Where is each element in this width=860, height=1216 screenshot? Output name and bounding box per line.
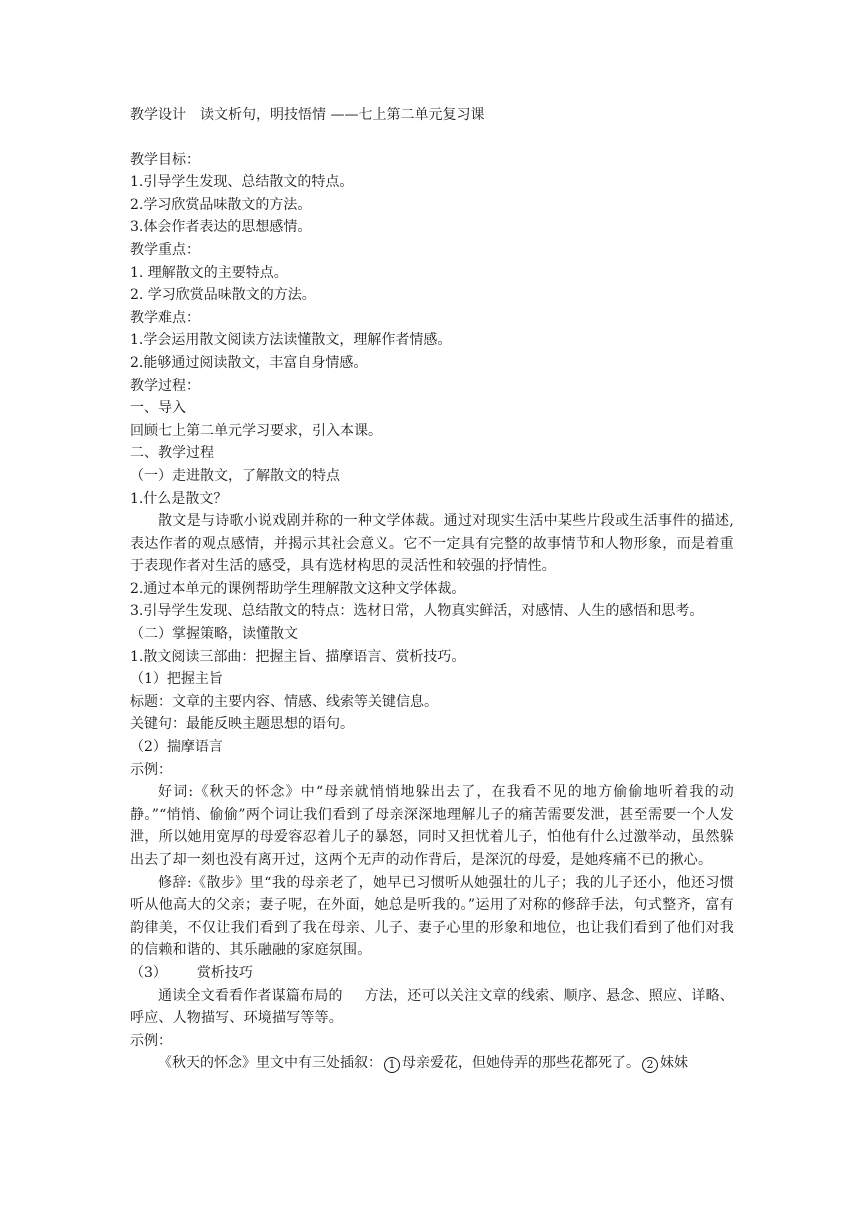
intro-text: 回顾七上第二单元学习要求，引入本课。 (130, 422, 382, 439)
part2-heading: （二）掌握策略，读懂散文 (130, 626, 298, 643)
key-point-item: 2. 学习欣赏品味散文的方法。 (130, 287, 316, 304)
rhetoric-example-paragraph: 修辞:《散步》里“我的母亲老了，她早已习惯听从她强壮的儿子；我的儿子还小，他还习惯听从他高大的父亲；妻子呢，在外面，她总是听我的。”运用了对称的修辞手法，句式整齐，富有韵律美，不仅让我们看到了我在母亲、儿子、妻子心里的形象和地位，也让我们看到了他们对我的信赖和谐的、其乐融融的家庭氛围。 (130, 874, 734, 959)
circled-number: 1 (384, 1057, 400, 1073)
title-line: 标题：文章的主要内容、情感、线索等关键信息。 (130, 693, 438, 710)
example-label: 示例： (130, 761, 172, 778)
reading-trilogy: 1.散文阅读三部曲：把握主旨、描摩语言、赏析技巧。 (130, 648, 466, 665)
difficult-points-heading: 教学难点： (130, 309, 200, 326)
difficult-point-item: 1.学会运用散文阅读方法读懂散文，理解作者情感。 (130, 332, 452, 349)
prose-definition: 散文是与诗歌小说戏剧并称的一种文学体裁。通过对现实生活中某些片段或生活事件的描述,表达作者的观点感情，并揭示其社会意义。它不一定具有完整的故事情节和人物形象，而是着重于表现作者对生活的感受，具有选材构思的灵活性和较强的抒情性。 (130, 513, 734, 575)
skills-text-part: 方法，还可以关注文章的线索、顺序、悬念、照应、详略、呼应、人物描写、环境描写等等。 (130, 987, 734, 1027)
skills-text-part: 通读全文看看作者谋篇布局的 (158, 987, 343, 1004)
item-3: 3.引导学生发现、总结散文的特点：选材日常，人物真实鲜活，对感情、人生的感悟和思考。 (130, 603, 704, 620)
last-text-part: 母亲爱花，但她侍弄的那些花都死了。 (402, 1055, 640, 1072)
last-example-line (130, 1052, 734, 1075)
sub-heading-theme: （1）把握主旨 (130, 671, 223, 688)
skills-paragraph (130, 985, 734, 1030)
sub-heading-text: 赏析技巧 (196, 964, 253, 981)
sub-heading-number: （3） (130, 964, 167, 981)
key-sentence-line: 关键句：最能反映主题思想的语句。 (130, 716, 354, 733)
key-points-heading: 教学重点： (130, 241, 200, 258)
last-text-part: 《秋天的怀念》里文中有三处插叙： (158, 1055, 382, 1072)
key-point-item: 1. 理解散文的主要特点。 (130, 264, 288, 281)
word-example-paragraph: 好词:《秋天的怀念》中“母亲就悄悄地躲出去了，在我看不见的地方偷偷地听着我的动静。”“悄悄、偷偷”两个词让我们看到了母亲深深地理解儿子的痛苦需要发泄，甚至需要一个人发泄，所以她用宽厚的母爱容忍着儿子的暴怒，同时又担忧着儿子，怕他有什么过激举动，虽然躲出去了却一刻也没有离开过，这两个无声的动作背后，是深沉的母爱，是她疼痛不已的揪心。 (130, 784, 734, 868)
goal-item: 3.体会作者表达的思想感情。 (130, 219, 312, 236)
document-title: 教学设计 读文析句，明技悟情 ——七上第二单元复习课 (130, 107, 485, 123)
difficult-point-item: 2.能够通过阅读散文，丰富自身情感。 (130, 354, 368, 371)
sub-heading-skills (130, 962, 734, 985)
process-section-heading: 二、教学过程 (130, 445, 214, 462)
process-heading: 教学过程： (130, 377, 200, 394)
goal-item: 1.引导学生发现、总结散文的特点。 (130, 174, 354, 191)
example-label: 示例： (130, 1032, 172, 1049)
sub-heading-language: （2）揣摩语言 (130, 739, 223, 756)
item-2: 2.通过本单元的课例帮助学生理解散文这种文学体裁。 (130, 580, 466, 597)
last-text-part: 妹妹 (660, 1055, 688, 1072)
part1-heading: （一）走进散文，了解散文的特点 (130, 467, 340, 484)
circled-number: 2 (642, 1057, 658, 1073)
intro-heading: 一、导入 (130, 400, 186, 417)
goals-heading: 教学目标： (130, 151, 200, 168)
question-what-is-prose: 1.什么是散文？ (130, 490, 228, 507)
goal-item: 2.学习欣赏品味散文的方法。 (130, 196, 312, 213)
